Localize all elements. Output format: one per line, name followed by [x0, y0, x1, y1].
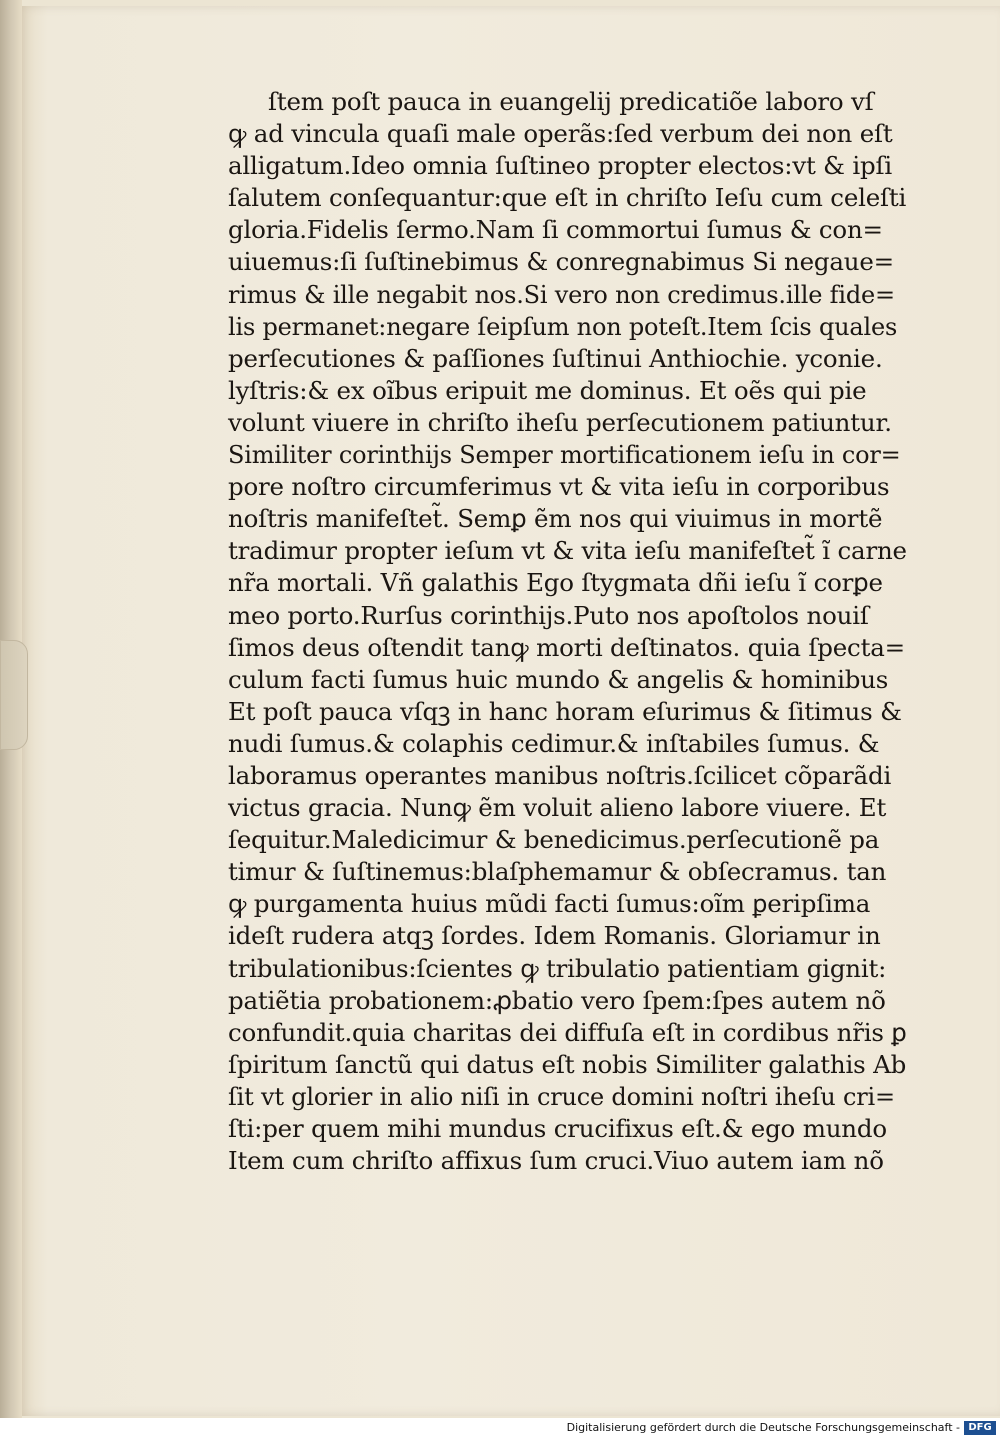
text-line: Item cum chriſto affixus ſum cruci.Viuo autem iam nõ [228, 1146, 884, 1176]
text-line: ꝙ ad vincula quaſi male operãs:ſed verbum dei non eſt [228, 119, 893, 149]
text-line: laboramus operantes manibus noſtris.ſcilicet cõparãdi [228, 760, 892, 790]
text-line: victus gracia. Nunꝙ ẽm voluit alieno labore viuere. Et [228, 793, 887, 823]
text-line: culum facti ſumus huic mundo & angelis & hominibus [228, 664, 889, 694]
text-line: timur & ſuſtinemus:blaſphemamur & obſecramus. tan [228, 857, 887, 887]
text-line: ideſt rudera atqꝫ ſordes. Idem Romanis. Gloriamur in [228, 921, 881, 951]
text-line: lyſtris:& ex oĩbus eripuit me dominus. Et oẽs qui pie [228, 375, 867, 405]
text-line: confundit.quia charitas dei diffuſa eſt in cordibus nr̃is ꝑ [228, 1017, 907, 1047]
text-line: rimus & ille negabit nos.Si vero non credimus.ille fide= [228, 280, 895, 309]
text-line: volunt viuere in chriſto iheſu perſecutionem patiuntur. [228, 407, 892, 437]
text-line: ſimos deus oſtendit tanꝙ morti deſtinatos. quia ſpecta= [228, 632, 905, 662]
text-line: uiuemus:ſi ſuſtinebimus & conregnabimus Si negaue= [228, 247, 894, 277]
text-line: Et poſt pauca vſqꝫ in hanc horam eſurimus & ſitimus & [228, 696, 902, 726]
funding-credit: Digitalisierung gefördert durch die Deutsche Forschungsgemeinschaft - [566, 1421, 960, 1434]
text-line: ſit vt glorier in alio niſi in cruce domini noſtri iheſu cri= [228, 1082, 895, 1111]
text-line: noſtris manifeſtet̃. Semꝑ ẽm nos qui viuimus in mortẽ [228, 504, 883, 534]
text-line: alligatum.Ideo omnia ſuſtineo propter electos:vt & ipſi [228, 151, 892, 181]
text-line: ꝙ purgamenta huius mũdi facti ſumus:oĩm ꝑeripſima [228, 889, 871, 919]
binding-clasp [0, 640, 28, 750]
text-line: ſtem poſt pauca in euangelij predicatiõe laboro vſ [268, 87, 874, 116]
text-line: perſecutiones & paſſiones ſuſtinui Anthiochie. yconie. [228, 343, 883, 373]
text-line: ſalutem conſequantur:que eſt in chriſto Ieſu cum celeſti [228, 183, 907, 213]
text-line: tribulationibus:ſcientes ꝙ tribulatio patientiam gignit: [228, 953, 887, 983]
digitization-footer [0, 1418, 1000, 1439]
text-line: pore noſtro circumferimus vt & vita ieſu in corporibus [228, 472, 890, 502]
text-line: lis permanet:negare ſeipſum non poteſt.Item ſcis quales [228, 312, 898, 341]
text-line: nr̃a mortali. Vñ galathis Ego ſtygmata dñi ieſu ĩ corꝑe [228, 568, 883, 598]
text-line: ſpiritum ſanctũ qui datus eſt nobis Similiter galathis Ab [228, 1049, 907, 1079]
text-line: tradimur propter ieſum vt & vita ieſu manifeſtet̃ ĩ carne [228, 536, 907, 566]
text-block [228, 86, 908, 1177]
text-line: gloria.Fidelis ſermo.Nam ſi commortui ſumus & con= [228, 215, 883, 245]
text-line: meo porto.Rurſus corinthijs.Puto nos apoſtolos nouiſ [228, 600, 869, 630]
dfg-logo: DFG [964, 1421, 996, 1435]
text-line: patiẽtia probationem:ꝓbatio vero ſpem:ſpes autem nõ [228, 985, 886, 1015]
text-line: ſti:per quem mihi mundus crucifixus eſt.& ego mundo [228, 1114, 887, 1143]
text-line: nudi ſumus.& colaphis cedimur.& inſtabiles ſumus. & [228, 728, 880, 758]
text-line: Similiter corinthijs Semper mortificationem ieſu in cor= [228, 441, 901, 470]
text-line: ſequitur.Maledicimur & benedicimus.perſecutionẽ pa [228, 825, 880, 855]
